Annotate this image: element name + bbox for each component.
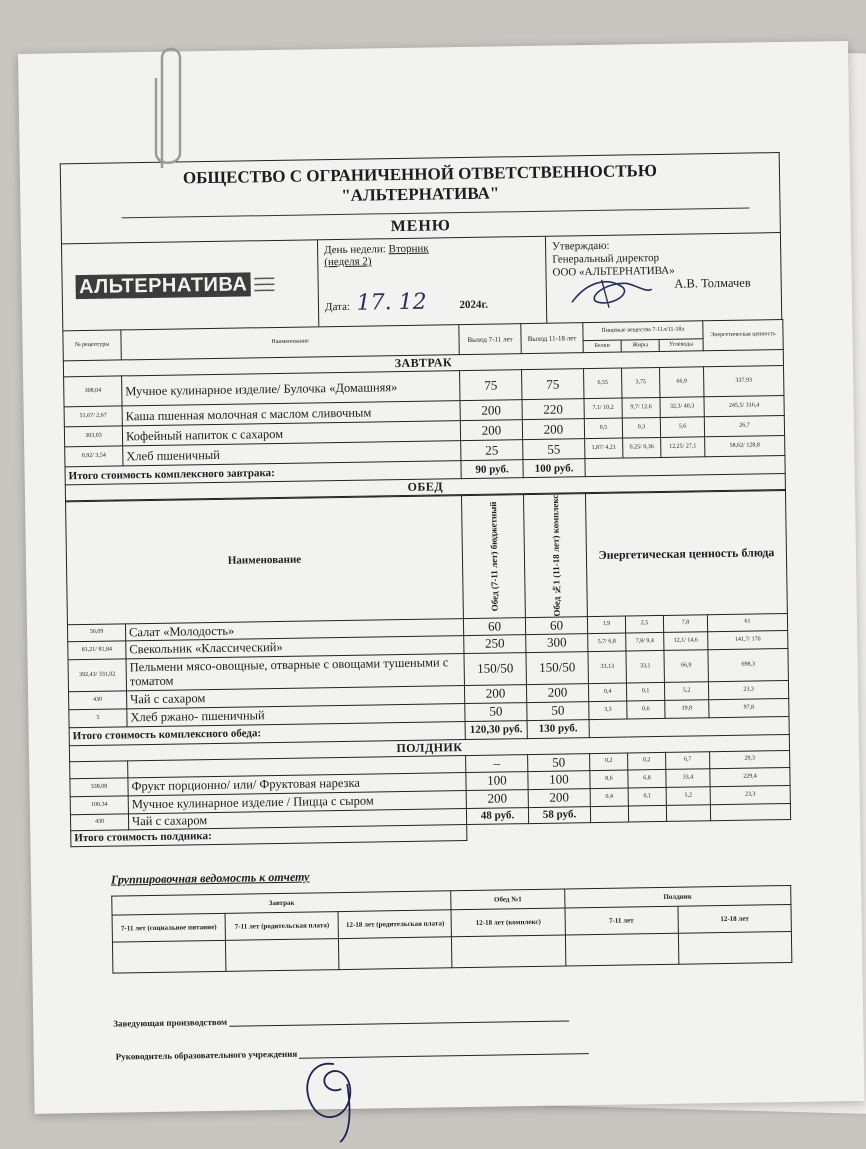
date-line: Дата: 17. 12 2024г. xyxy=(324,289,489,316)
menu-document xyxy=(60,152,794,1084)
col-head-nutrients: Пищевые вещества 7-11л/11-18л xyxy=(583,321,703,341)
director-signature xyxy=(566,271,657,312)
table-row: 308,04 Мучное кулинарное изделие/ Булочка «Домашняя» 75 75 6,55 3,75 66,9 337,93 xyxy=(64,366,784,407)
col-head-fat: Жиры xyxy=(621,339,659,352)
production-manager-label: Заведующая производством xyxy=(113,1016,228,1029)
logo-decoration: ▬▬▬▬ ▬▬▬▬ ▬▬▬▬ xyxy=(254,275,275,294)
lunch-head-col1: Обед (7-11 лет) бюджетный xyxy=(461,495,525,619)
table-row: 100,34 Мучное кулинарное изделие / Пицца с сыром 200 200 0,4 0,1 5,2 23,3 xyxy=(70,785,790,814)
company-logo xyxy=(62,240,319,330)
day-info: День недели: Вторник (неделя 2) Дата: 17. 12 2024г. xyxy=(318,237,547,327)
section-title-lunch: ОБЕД xyxy=(65,474,785,501)
lunch-head-name: Наименование xyxy=(66,496,464,625)
signature-lines xyxy=(73,1007,794,1062)
col-head-name: Наименование xyxy=(121,325,459,360)
table-row: 5 Хлеб ржано- пшеничный 50 50 3,3 0,6 19,8 97,8 xyxy=(69,698,789,727)
table-row: 392,43/ 331,02 Пельмени мясо-овощные, отварные с овощами тушеными с томатом 150/50 150/50 33,13 33,1 66,9 698,3 xyxy=(68,648,788,691)
lunch-head-col2: Обед №1 (11-18 лет) комплекс xyxy=(523,494,587,618)
snack-total-row: Итого стоимость полдника: xyxy=(71,819,791,846)
group-head-lunch: Обед №1 xyxy=(451,889,564,910)
table-row: 81,21/ 81,84 Свекольник «Классический» 250 300 5,7/ 6,8 7,8/ 9,4 12,1/ 14,6 141,7/ 170 xyxy=(68,630,788,659)
group-report-table: Завтрак Обед №1 Полдник 7-11 лет (социальное питание) 7-11 лет (родительская плата) 12-18 лет (родительская плата) 12-18 лет (комплекс) 7-11 лет 12-18 лет xyxy=(111,885,792,974)
col-head-out1: Выход 7-11 лет xyxy=(459,324,521,355)
breakfast-total-row: Итого стоимость комплексного завтрака: 90 руб. 100 руб. xyxy=(65,456,785,485)
document-header xyxy=(60,152,783,330)
company-name: ОБЩЕСТВО С ОГРАНИЧЕННОЙ ОТВЕТСТВЕННОСТЬЮ "АЛЬТЕРНАТИВА" xyxy=(182,160,658,205)
section-title-breakfast: ЗАВТРАК xyxy=(63,350,783,377)
table-row: 56,09 Салат «Молодость» 60 60 1,9 2,5 7,8 61 xyxy=(67,613,787,641)
breakfast-table xyxy=(62,319,786,501)
col-head-energy: Энергетическая ценность xyxy=(703,320,783,351)
lunch-total-row: Итого стоимость комплексного обеда: 120,30 руб. 130 руб. xyxy=(69,716,789,745)
table-row: 430 Чай с сахаром 48 руб. 58 руб. xyxy=(70,803,790,830)
handwritten-signature xyxy=(289,1044,371,1145)
day-value: Вторник xyxy=(388,242,429,256)
director-name: А.В. Толмачев xyxy=(674,275,751,291)
table-row: 338,08 Фрукт порционно/ или/ Фруктовая нарезка 100 100 8,6 6,8 33,4 229,4 xyxy=(70,767,790,796)
table-row: – 50 0,2 0,2 6,7 29,3 xyxy=(70,750,790,778)
lunch-table xyxy=(65,490,791,847)
col-head-out2: Выход 11-18 лет xyxy=(521,323,583,354)
group-head-breakfast: Завтрак xyxy=(112,891,452,915)
approval-block: Утверждаю: Генеральный директор ООО «АЛЬТЕРНАТИВА» А.В. Толмачев xyxy=(546,233,781,323)
document-page xyxy=(18,41,865,1114)
handwritten-date: 17. 12 xyxy=(356,289,427,316)
year: 2024г. xyxy=(459,298,489,312)
paperclip-icon xyxy=(148,38,188,178)
header-info-row xyxy=(62,232,781,330)
table-row: 0,92/ 3,54 Хлеб пшеничный 25 55 1,87/ 4,21 0,25/ 0,36 12,25/ 27,1 58,62/ 128,8 xyxy=(65,436,785,467)
group-report-title: Группировочная ведомость к отчету xyxy=(110,869,310,887)
table-row: 430 Чай с сахаром 200 200 0,4 0,1 5,2 23,3 xyxy=(69,680,789,709)
col-head-number: № рецептуры xyxy=(63,330,121,361)
table-row: 51,67/ 2,67 Каша пшенная молочная с маслом сливочным 200 220 7,1/ 10,2 9,7/ 12,6 32,3/ 40,3 245,5/ 316,4 xyxy=(64,396,784,427)
lunch-head-energy: Энергетическая ценность блюда xyxy=(585,490,787,616)
col-head-carbs: Углеводы xyxy=(659,339,703,352)
school-head-label: Руководитель образовательного учреждения xyxy=(115,1048,298,1062)
logo-text: АЛЬТЕРНАТИВА xyxy=(76,273,251,299)
col-head-protein: Белки xyxy=(583,340,621,353)
section-title-snack: ПОЛДНИК xyxy=(69,734,789,761)
table-row: 303,03 Кофейный напиток с сахаром 200 200 0,5 0,3 5,6 26,7 xyxy=(64,416,784,447)
menu-title: МЕНЮ xyxy=(390,217,451,236)
week-value: (неделя 2) xyxy=(324,255,372,269)
group-head-snack: Полдник xyxy=(564,885,791,908)
